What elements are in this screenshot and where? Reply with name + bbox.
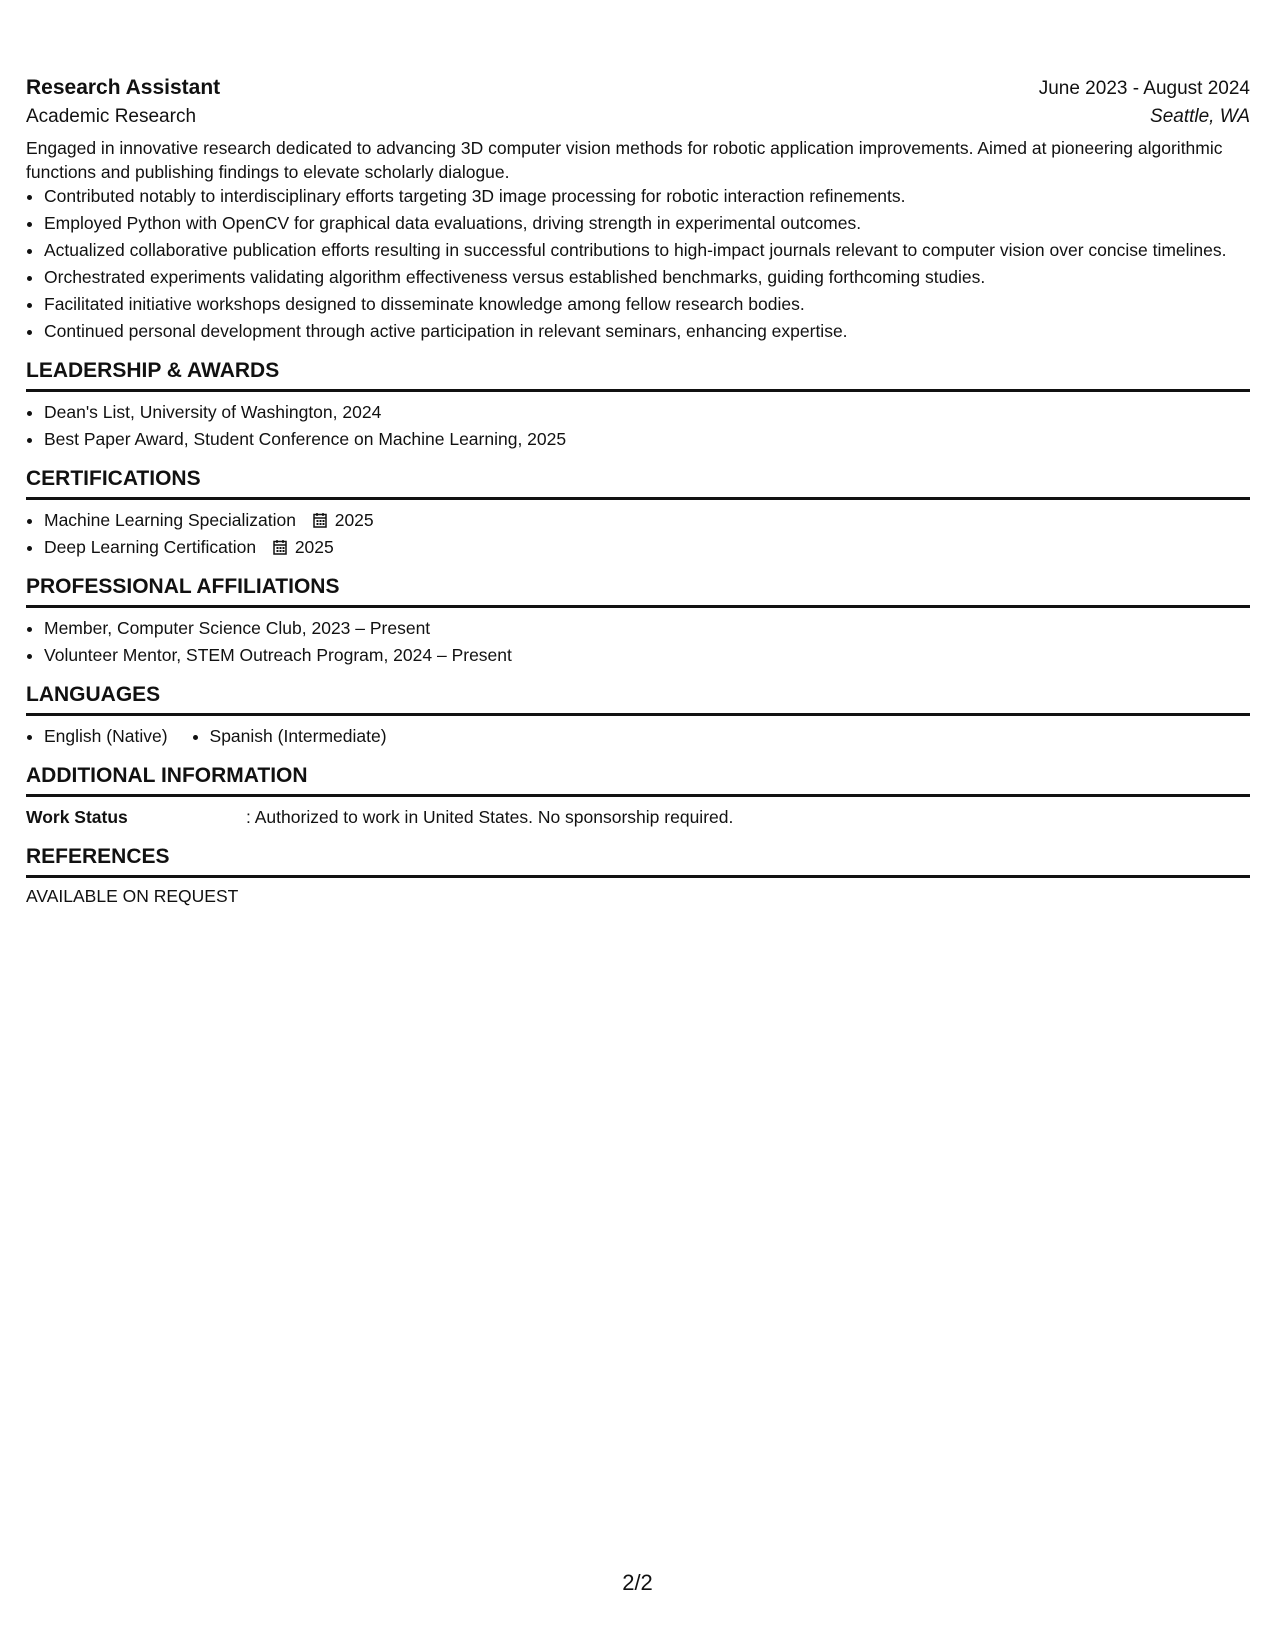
section-heading: LEADERSHIP & AWARDS — [26, 359, 1250, 392]
list-item: • Contributed notably to interdisciplinary efforts targeting 3D image processing for robotic interaction refinements. — [44, 184, 1250, 208]
list-item: • Continued personal development through active participation in relevant seminars, enhancing expertise. — [44, 319, 1250, 343]
list-item: • Employed Python with OpenCV for graphical data evaluations, driving strength in experimental outcomes. — [44, 211, 1250, 235]
section-heading: REFERENCES — [26, 845, 1250, 878]
languages-list — [26, 724, 1250, 748]
experience-summary: Engaged in innovative research dedicated to advancing 3D computer vision methods for robotic application improvements. Aimed at pioneering algorithmic functions and publishing findings to elevate scholarly dialogue. — [26, 138, 1223, 182]
references-section — [26, 845, 1250, 907]
calendar-icon — [273, 539, 287, 555]
list-item: • Spanish (Intermediate) — [210, 724, 387, 748]
page-number: 2/2 — [622, 1570, 653, 1595]
affiliations-list — [26, 616, 1250, 667]
additional-info-section — [26, 764, 1250, 829]
list-item: • Volunteer Mentor, STEM Outreach Program, 2024 – Present — [44, 643, 1250, 667]
affiliations-section — [26, 575, 1250, 667]
work-status-label: Work Status — [26, 807, 128, 827]
list-item: • Member, Computer Science Club, 2023 – Present — [44, 616, 1250, 640]
list-item: • Dean's List, University of Washington, 2024 — [44, 400, 1250, 424]
section-heading: ADDITIONAL INFORMATION — [26, 764, 1250, 797]
certification-name: Deep Learning Certification — [44, 537, 257, 557]
section-heading: PROFESSIONAL AFFILIATIONS — [26, 575, 1250, 608]
certification-name: Machine Learning Specialization — [44, 510, 296, 530]
section-heading: CERTIFICATIONS — [26, 467, 1250, 500]
list-item — [44, 535, 1250, 559]
leadership-list — [26, 400, 1250, 451]
list-item: • English (Native) — [44, 724, 168, 748]
experience-subheader — [26, 100, 1250, 128]
work-status-row — [26, 805, 1250, 829]
calendar-icon — [313, 512, 327, 528]
certifications-section — [26, 467, 1250, 559]
leadership-section — [26, 359, 1250, 451]
list-item: • Facilitated initiative workshops designed to disseminate knowledge among fellow research bodies. — [44, 292, 1250, 316]
certifications-list — [26, 508, 1250, 559]
languages-section — [26, 683, 1250, 748]
experience-bullets — [26, 184, 1250, 343]
certification-year: 2025 — [294, 537, 334, 557]
list-item: • Orchestrated experiments validating algorithm effectiveness versus established benchmarks, guiding forthcoming studies. — [44, 265, 1250, 289]
job-title: Research Assistant — [26, 76, 221, 99]
list-item: • Best Paper Award, Student Conference on Machine Learning, 2025 — [44, 427, 1250, 451]
references-text: AVAILABLE ON REQUEST — [26, 886, 239, 906]
job-dates: June 2023 - August 2024 — [1038, 78, 1250, 99]
organization: Academic Research — [26, 106, 197, 127]
experience-header — [26, 76, 1250, 100]
job-location: Seattle, WA — [1150, 106, 1250, 127]
list-item — [44, 508, 1250, 532]
resume-page — [26, 76, 1250, 907]
work-status-value: : Authorized to work in United States. No sponsorship required. — [246, 807, 734, 827]
section-heading: LANGUAGES — [26, 683, 1250, 716]
list-item: • Actualized collaborative publication efforts resulting in successful contributions to high-impact journals relevant to computer vision over concise timelines. — [44, 238, 1250, 262]
certification-year: 2025 — [334, 510, 374, 530]
